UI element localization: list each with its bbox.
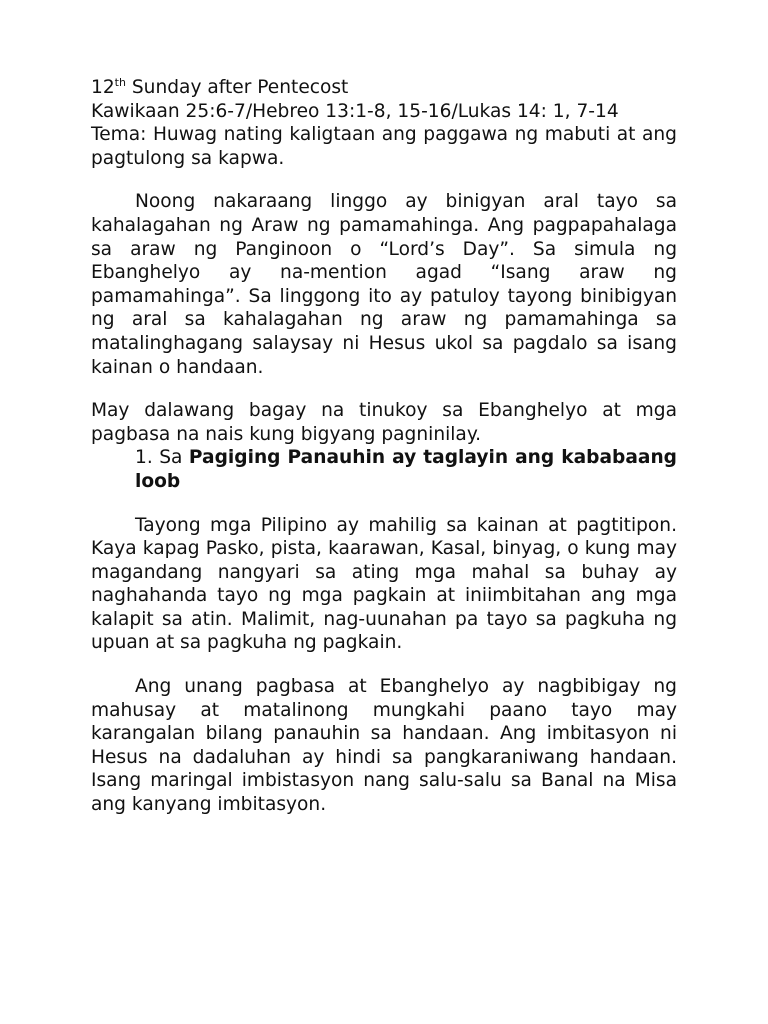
sunday-suffix: th	[114, 76, 126, 89]
sunday-number: 12	[91, 77, 115, 98]
point-one-title: Pagiging Panauhin ay taglayin ang kababaang loob	[135, 447, 677, 492]
readings-line: Kawikaan 25:6-7/Hebreo 13:1-8, 15-16/Lukas 14: 1, 7-14	[91, 100, 619, 122]
paragraph-filipino-gatherings: Tayong mga Pilipino ay mahilig sa kainan at pagtitipon. Kaya kapag Pasko, pista, kaarawan, Kasal, binyag, o kung may magandang nangyari sa ating mga mahal sa buhay ay naghahanda tayo ng mga pagkain at iniimbitahan ang mga kalapit sa atin. Malimit, nag-uunahan pa tayo sa pagkuha ng upuan at sa pagkuha ng pagkain.	[91, 514, 677, 654]
point-one-heading	[91, 446, 677, 493]
paragraph-two-things: May dalawang bagay na tinukoy sa Ebanghelyo at mga pagbasa na nais kung bigyang pagninilay.	[91, 400, 677, 445]
document-page	[91, 76, 677, 817]
theme-line: Tema: Huwag nating kaligtaan ang paggawa ng mabuti at ang pagtulong sa kapwa.	[91, 124, 677, 169]
sunday-title-rest: Sunday after Pentecost	[125, 77, 349, 98]
point-one-prefix: 1. Sa	[135, 447, 189, 469]
paragraph-intro: Noong nakaraang linggo ay binigyan aral tayo sa kahalagahan ng Araw ng pamamahinga. Ang pagpapahalaga sa araw ng Panginoon o “Lord’s Day”. Sa simula ng Ebanghelyo ay na-mention agad “Isang araw ng pamamahinga”. Sa linggong ito ay patuloy tayong binibigyan ng aral sa kahalagahan ng araw ng pamamahinga sa matalinghagang salaysay ni Hesus ukol sa pagdalo sa isang kainan o handaan.	[91, 191, 677, 378]
paragraph-first-reading: Ang unang pagbasa at Ebanghelyo ay nagbibigay ng mahusay at matalinong mungkahi paano tayo may karangalan bilang panauhin sa handaan. Ang imbitasyon ni Hesus na dadaluhan ay hindi sa pangkaraniwang handaan. Isang maringal imbistasyon nang salu-salu sa Banal na Misa ang kanyang imbitasyon.	[91, 676, 677, 816]
sunday-title	[91, 76, 677, 100]
